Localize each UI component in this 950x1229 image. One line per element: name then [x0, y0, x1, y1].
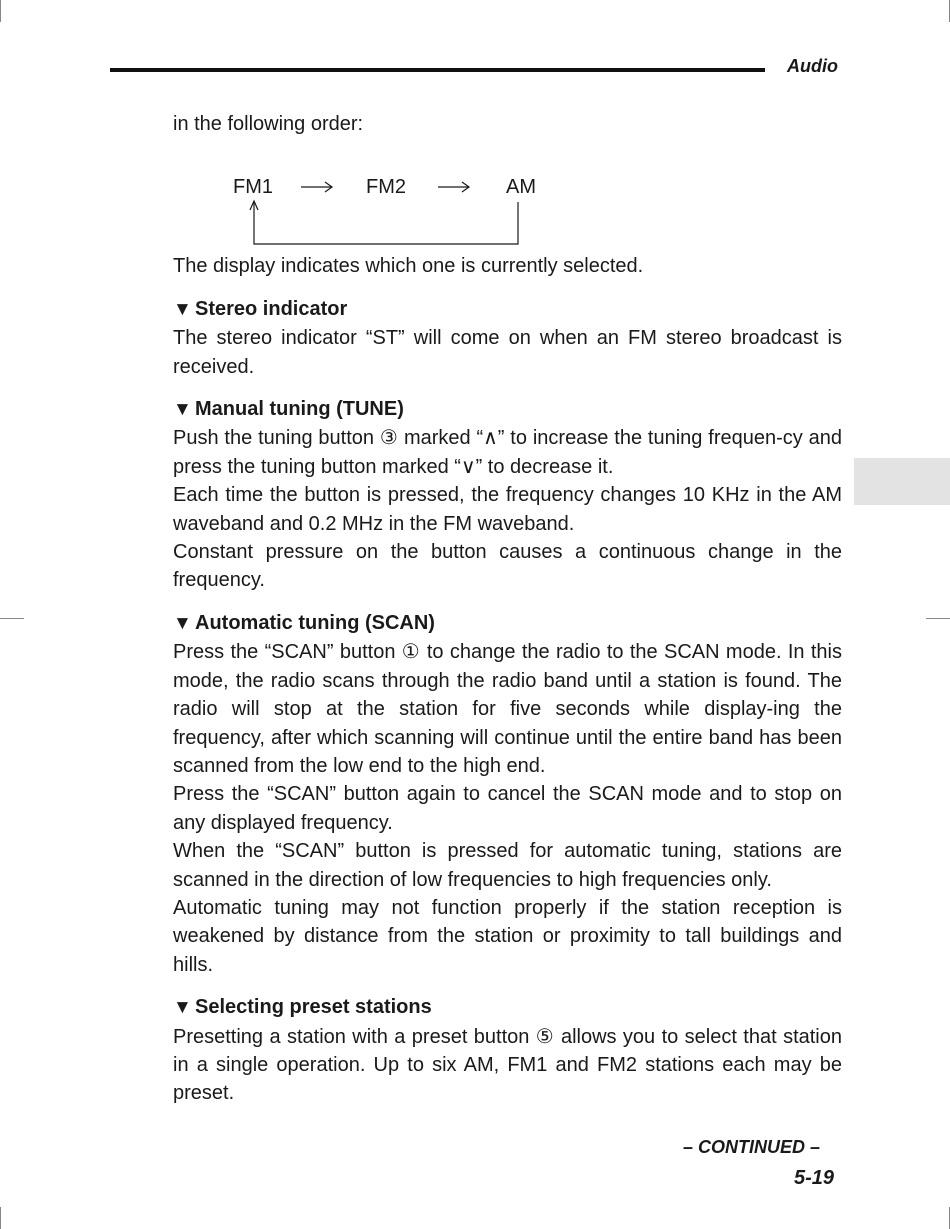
- intro-lead: in the following order:: [173, 113, 364, 135]
- page-number: 5-19: [793, 1167, 834, 1189]
- crop-mark-top-left: [0, 0, 1, 22]
- paragraph: Constant pressure on the button causes a continuous change in the frequency.: [173, 541, 842, 592]
- triangle-bullet-icon: ▼: [173, 298, 192, 320]
- band-fm1: FM1: [233, 176, 273, 199]
- heading-automatic-tuning: ▼ Automatic tuning (SCAN): [173, 609, 842, 638]
- chapter-tab: [854, 458, 950, 505]
- paragraph: When the “SCAN” button is pressed for automatic tuning, stations are scanned in the direction of low frequencies to high frequencies only.: [173, 840, 842, 891]
- band-fm2: FM2: [366, 176, 406, 199]
- band-am: AM: [506, 176, 536, 199]
- triangle-bullet-icon: ▼: [173, 997, 192, 1019]
- heading-manual-tuning: ▼ Manual tuning (TUNE): [173, 395, 842, 424]
- page-content: [173, 110, 842, 1108]
- triangle-bullet-icon: ▼: [173, 612, 192, 634]
- crop-mark-mid-left: [0, 618, 24, 619]
- paragraph: Presetting a station with a preset button ⑤ allows you to select that station in a single operation. Up to six AM, FM1 and FM2 stations each may be preset.: [173, 1025, 842, 1105]
- continued-label: – CONTINUED –: [682, 1137, 820, 1157]
- header-rule: [110, 68, 765, 72]
- heading-selecting-preset-stations: ▼ Selecting preset stations: [173, 993, 842, 1022]
- heading-stereo-indicator: ▼ Stereo indicator: [173, 295, 842, 324]
- paragraph: Press the “SCAN” button ① to change the radio to the SCAN mode. In this mode, the radio scans through the radio band until a station is found. The radio will stop at the station for five seconds while display-ing the frequency, after which scanning will continue until the entire band has been scanned from the low end to the high end.: [173, 641, 842, 777]
- section-title: Audio: [787, 56, 838, 76]
- paragraph: Press the “SCAN” button again to cancel the SCAN mode and to stop on any displayed frequency.: [173, 783, 842, 834]
- crop-mark-mid-right: [926, 618, 950, 619]
- paragraph: Automatic tuning may not function properly if the station reception is weakened by distance from the station or proximity to tall buildings and hills.: [173, 896, 842, 976]
- band-order-diagram: [173, 138, 842, 246]
- crop-mark-bottom-left: [0, 1207, 1, 1229]
- intro-after: The display indicates which one is currently selected.: [173, 255, 644, 278]
- triangle-bullet-icon: ▼: [173, 399, 192, 421]
- paragraph: Each time the button is pressed, the frequency changes 10 KHz in the AM waveband and 0.2 MHz in the FM waveband.: [173, 484, 842, 535]
- paragraph: Push the tuning button ③ marked “∧” to increase the tuning frequen-cy and press the tuning button marked “∨” to decrease it.: [173, 427, 842, 478]
- paragraph: The stereo indicator “ST” will come on when an FM stereo broadcast is received.: [173, 327, 842, 378]
